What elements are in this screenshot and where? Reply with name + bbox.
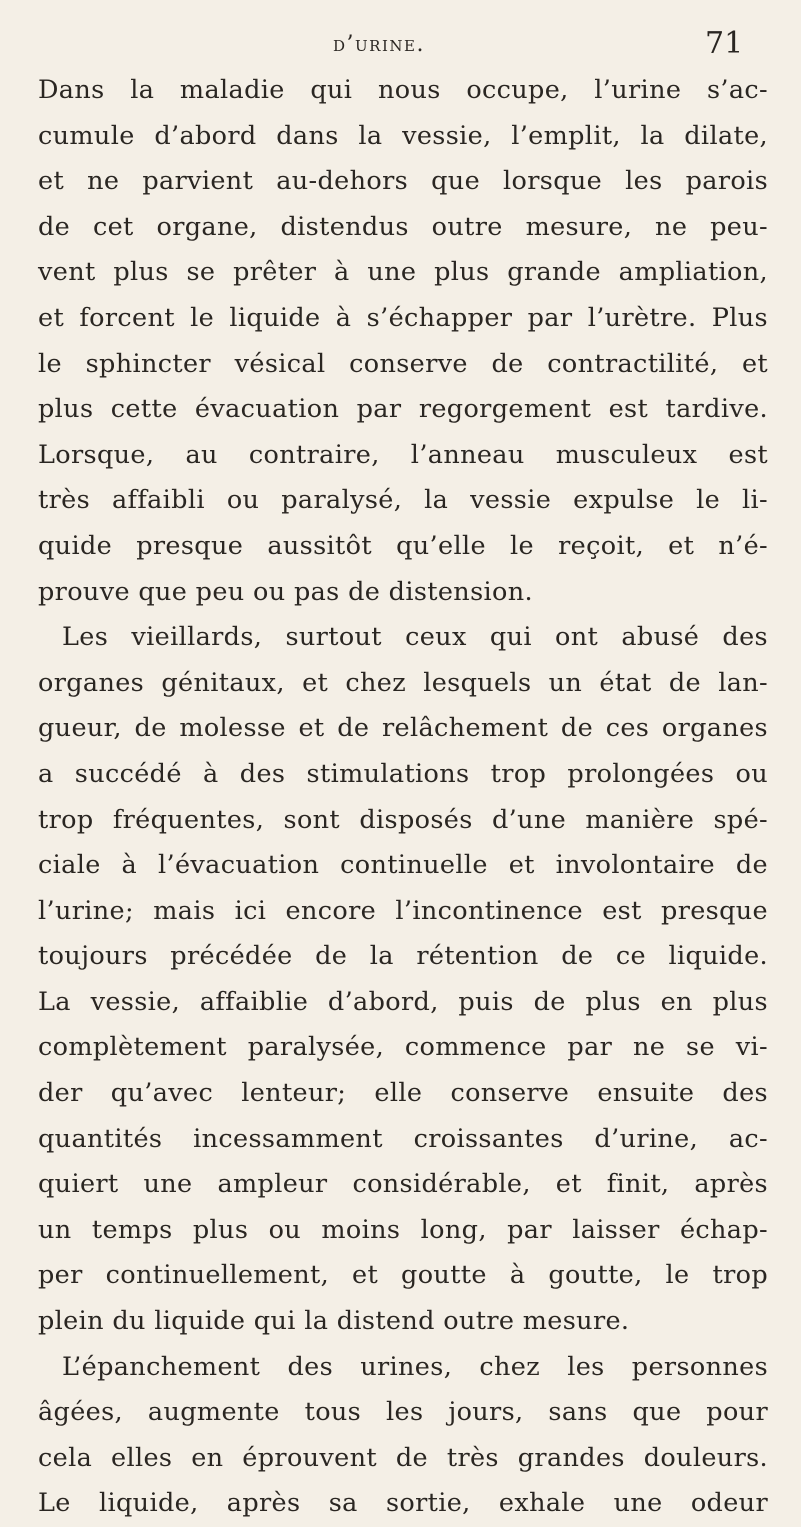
text-line: le sphincter vésical conserve de contractilité, et <box>38 348 768 379</box>
text-line: quide presque aussitôt qu’elle le reçoit, et n’é- <box>38 530 768 561</box>
text-line: vent plus se prêter à une plus grande ampliation, <box>38 257 768 288</box>
text-line: trop fréquentes, sont disposés d’une manière spé- <box>38 804 768 835</box>
text-line: der qu’avec lenteur; elle conserve ensuite des <box>38 1078 768 1109</box>
text-line: de cet organe, distendus outre mesure, ne peu- <box>38 211 768 242</box>
paragraph-start-line: L’épanchement des urines, chez les personnes <box>62 1351 768 1382</box>
text-line: quantités incessamment croissantes d’urine, ac- <box>38 1123 768 1154</box>
text-line: un temps plus ou moins long, par laisser échap- <box>38 1214 768 1245</box>
text-line: per continuellement, et goutte à goutte, le trop <box>38 1260 768 1291</box>
text-line: complètement paralysée, commence par ne se vi- <box>38 1032 768 1063</box>
text-line: organes génitaux, et chez lesquels un état de lan- <box>38 667 768 698</box>
text-line: et forcent le liquide à s’échapper par l’urètre. Plus <box>38 302 768 333</box>
paragraph-start-line: Les vieillards, surtout ceux qui ont abusé des <box>62 622 768 653</box>
text-line: a succédé à des stimulations trop prolongées ou <box>38 758 768 789</box>
text-line: très affaibli ou paralysé, la vessie expulse le li- <box>38 485 768 516</box>
text-line: Dans la maladie qui nous occupe, l’urine s’ac- <box>38 75 768 105</box>
text-line: et ne parvient au-dehors que lorsque les parois <box>38 166 768 197</box>
paragraph-end-line: prouve que peu ou pas de distension. <box>38 576 533 607</box>
text-line: cela elles en éprouvent de très grandes douleurs. <box>38 1442 768 1473</box>
text-line: toujours précédée de la rétention de ce liquide. <box>38 941 768 972</box>
text-line: âgées, augmente tous les jours, sans que pour <box>38 1397 768 1428</box>
page-number: 71 <box>705 26 744 61</box>
text-line: ciale à l’évacuation continuelle et involontaire de <box>38 850 768 881</box>
text-line: gueur, de molesse et de relâchement de ces organes <box>38 713 768 744</box>
text-line: Lorsque, au contraire, l’anneau musculeux est <box>38 439 768 470</box>
text-line: plus cette évacuation par regorgement est tardive. <box>38 394 768 425</box>
running-title: d’urine. <box>333 32 425 57</box>
body-text <box>38 68 768 1527</box>
text-line: quiert une ampleur considérable, et finit, après <box>38 1169 768 1200</box>
text-line: Le liquide, après sa sortie, exhale une odeur <box>38 1488 768 1519</box>
text-line: cumule d’abord dans la vessie, l’emplit, la dilate, <box>38 120 768 151</box>
running-head <box>0 26 801 66</box>
paragraph-end-line: plein du liquide qui la distend outre mesure. <box>38 1306 630 1337</box>
text-line: l’urine; mais ici encore l’incontinence est presque <box>38 895 768 926</box>
text-line: La vessie, affaiblie d’abord, puis de plus en plus <box>38 986 768 1017</box>
